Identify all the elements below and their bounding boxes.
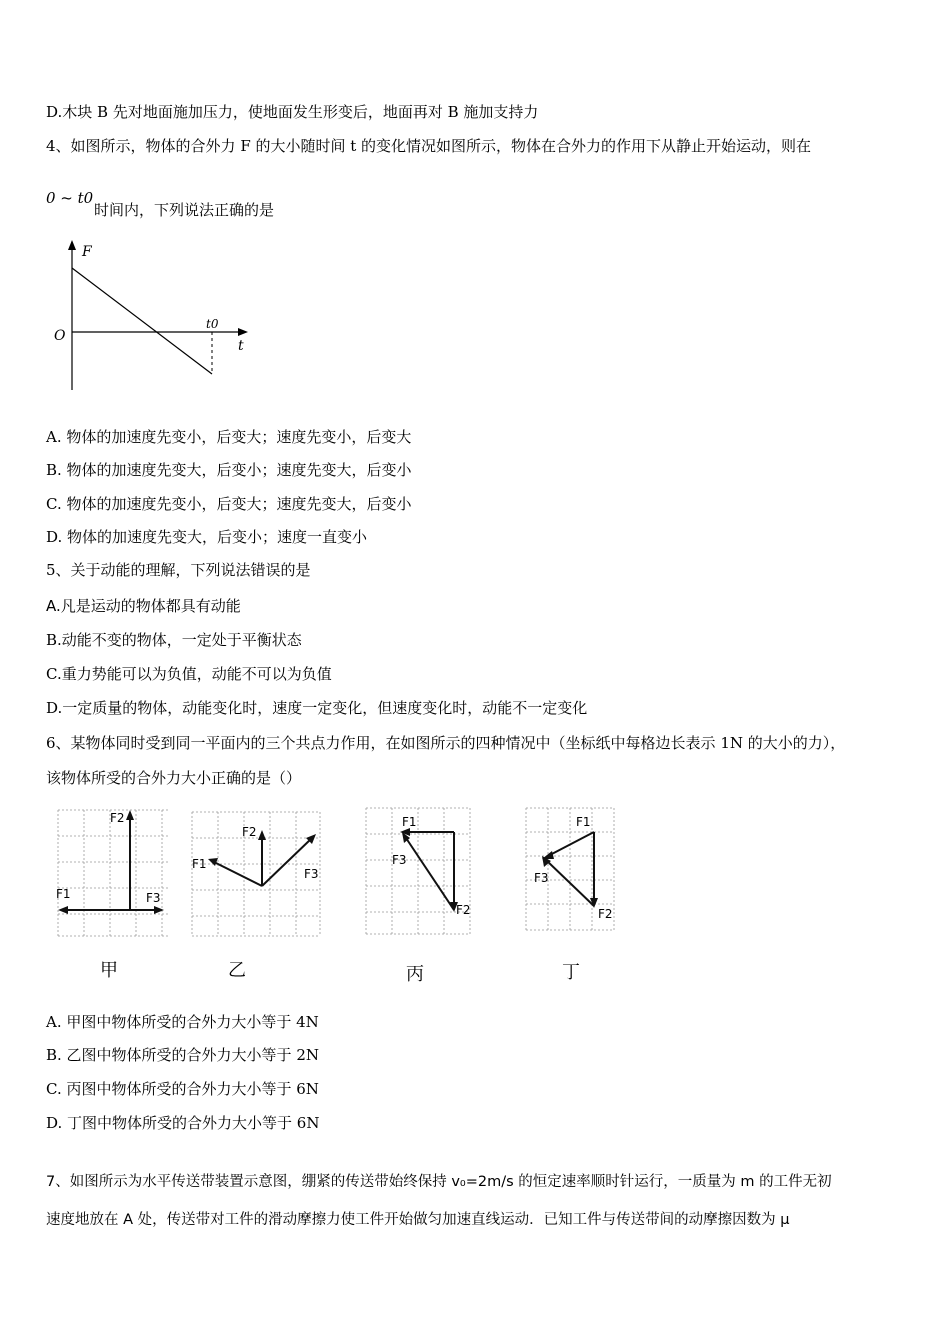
q6-option-b: B. 乙图中物体所受的合外力大小等于 2N [46,1046,319,1064]
f2-label: F2 [456,903,471,917]
t-axis-arrow-icon [238,328,248,336]
t-axis-label: t [238,338,244,354]
q5-option-d: D.一定质量的物体，动能变化时，速度一定变化，但速度变化时，动能不一定变化 [46,699,588,717]
q4-stem: 4、如图所示，物体的合外力 F 的大小随时间 t 的变化情况如图所示，物体在合外力的作用下从静止开始运动，则在 [46,137,812,155]
f1-vector [548,832,594,856]
f2-arrow-icon [258,830,266,840]
q6-option-c: C. 丙图中物体所受的合外力大小等于 6N [46,1080,319,1098]
q3-option-d: D.木块 B 先对地面施加压力，使地面发生形变后，地面再对 B 施加支持力 [46,103,539,121]
f3-label: F3 [304,867,319,881]
q6-stem: 6、某物体同时受到同一平面内的三个共点力作用，在如图所示的四种情况中（坐标纸中每格边长表示 1N 的大小的力）， [46,734,846,752]
figure-bing [362,806,474,940]
f-axis-label: F [82,244,92,260]
f2-label: F2 [598,907,613,921]
q5-stem: 5、关于动能的理解，下列说法错误的是 [46,561,311,579]
figure-ding-caption: 丁 [562,962,580,983]
figure-yi-caption: 乙 [228,960,246,981]
q6-option-a: A. 甲图中物体所受的合外力大小等于 4N [46,1013,319,1031]
figure-jia-caption: 甲 [100,960,118,981]
t0-label: t0 [206,317,219,331]
figure-yi [188,806,324,940]
f3-arrow-icon [154,906,164,914]
f1-vector [214,862,262,886]
q5-option-a: A.凡是运动的物体都具有动能 [46,597,241,615]
f2-label: F2 [242,825,257,839]
q5-option-c: C.重力势能可以为负值，动能不可以为负值 [46,665,332,683]
q4-option-c: C. 物体的加速度先变小，后变大；速度先变大，后变小 [46,495,412,513]
f1-label: F1 [402,815,417,829]
q6-option-d: D. 丁图中物体所受的合外力大小等于 6N [46,1114,320,1132]
f1-arrow-icon [58,906,68,914]
f2-arrow-icon [126,810,134,820]
q4-option-d: D. 物体的加速度先变大，后变小；速度一直变小 [46,528,368,546]
q4-option-a: A. 物体的加速度先变小，后变大；速度先变小，后变大 [46,428,412,446]
q4-option-b: B. 物体的加速度先变大，后变小；速度先变大，后变小 [46,461,412,479]
grid [58,810,168,936]
q5-option-b: B.动能不变的物体，一定处于平衡状态 [46,631,302,649]
force-line [72,268,212,374]
f3-vector [546,860,594,906]
figure-ding [522,806,618,934]
q4-time-range: 0 ~ t0 [46,189,94,207]
f3-label: F3 [534,871,549,885]
origin-label: O [54,328,66,344]
f1-label: F1 [576,815,591,829]
q4-stem-continued: 时间内，下列说法正确的是 [94,201,275,219]
f1-label: F1 [192,857,207,871]
f3-vector [406,838,454,910]
f3-label: F3 [146,891,161,905]
f1-label: F1 [56,887,71,901]
q7-stem-line1: 7、如图所示为水平传送带装置示意图，绷紧的传送带始终保持 v₀=2m/s 的恒定速率顺时针运行，一质量为 m 的工件无初 [46,1174,832,1190]
f-axis-arrow-icon [68,240,76,250]
force-time-graph [46,238,256,398]
q6-stem-continued: 该物体所受的合外力大小正确的是（） [46,769,302,787]
figure-jia [54,806,172,940]
f2-label: F2 [110,811,125,825]
f1-arrow-icon [208,858,218,866]
f3-label: F3 [392,853,407,867]
figure-bing-caption: 丙 [406,964,424,985]
q7-stem-line2: 速度地放在 A 处，传送带对工件的滑动摩擦力使工件开始做匀加速直线运动．已知工件与传送带间的动摩擦因数为 μ [46,1212,790,1228]
